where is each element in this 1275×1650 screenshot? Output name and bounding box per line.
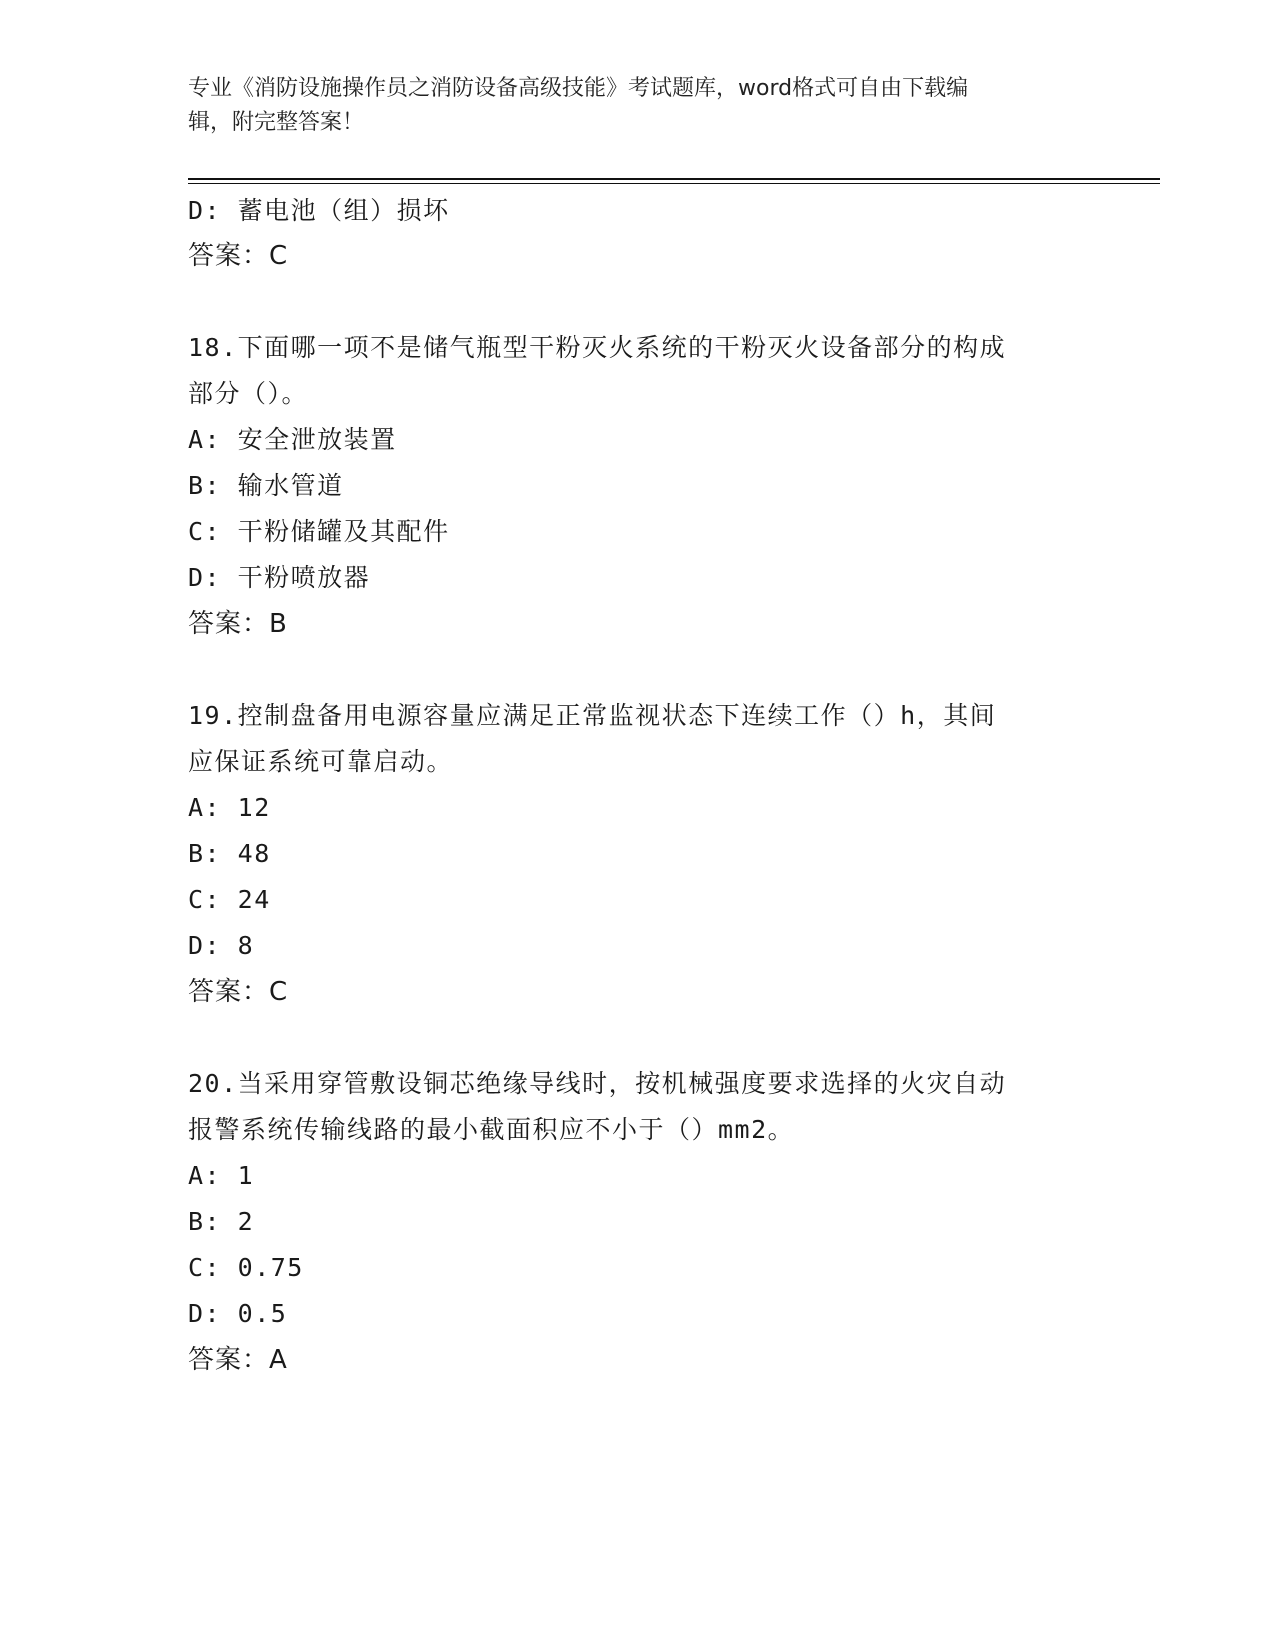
question-18 [188, 325, 1088, 647]
question-stem: 18.下面哪一项不是储气瓶型干粉灭火系统的干粉灭火设备部分的构成 [188, 333, 1007, 362]
previous-question-tail [188, 188, 1088, 279]
option-d: D: 蓄电池（组）损坏 [188, 196, 450, 225]
option-a: A: 安全泄放装置 [188, 425, 397, 454]
option-b: B: 48 [188, 839, 271, 868]
option-c: C: 0.75 [188, 1253, 304, 1282]
header-line-1: 专业《消防设施操作员之消防设备高级技能》考试题库，word格式可自由下载编 [188, 76, 969, 101]
question-stem: 19.控制盘备用电源容量应满足正常监视状态下连续工作（）h，其间 [188, 701, 997, 730]
header-divider-thick [188, 178, 1160, 180]
option-b: B: 2 [188, 1207, 255, 1236]
option-d: D: 干粉喷放器 [188, 563, 371, 592]
option-d: D: 8 [188, 931, 255, 960]
question-stem-continued: 报警系统传输线路的最小截面积应不小于（）mm2。 [188, 1115, 795, 1144]
option-a: A: 12 [188, 793, 271, 822]
option-c: C: 干粉储罐及其配件 [188, 517, 450, 546]
question-20 [188, 1061, 1088, 1383]
header-line-2: 辑，附完整答案！ [188, 110, 365, 135]
option-d: D: 0.5 [188, 1299, 288, 1328]
header-divider-thin [188, 183, 1160, 184]
option-c: C: 24 [188, 885, 271, 914]
answer-line: 答案：C [188, 240, 289, 271]
option-b: B: 输水管道 [188, 471, 344, 500]
answer-line: 答案：A [188, 1345, 288, 1375]
question-stem: 20.当采用穿管敷设铜芯绝缘导线时，按机械强度要求选择的火灾自动 [188, 1069, 1007, 1098]
option-a: A: 1 [188, 1161, 255, 1190]
question-19 [188, 693, 1088, 1015]
question-stem-continued: 应保证系统可靠启动。 [188, 747, 454, 776]
answer-line: 答案：C [188, 977, 289, 1007]
answer-line: 答案：B [188, 609, 288, 639]
document-header [188, 72, 1068, 140]
question-list [188, 188, 1088, 1383]
question-stem-continued: 部分（）。 [188, 379, 309, 408]
